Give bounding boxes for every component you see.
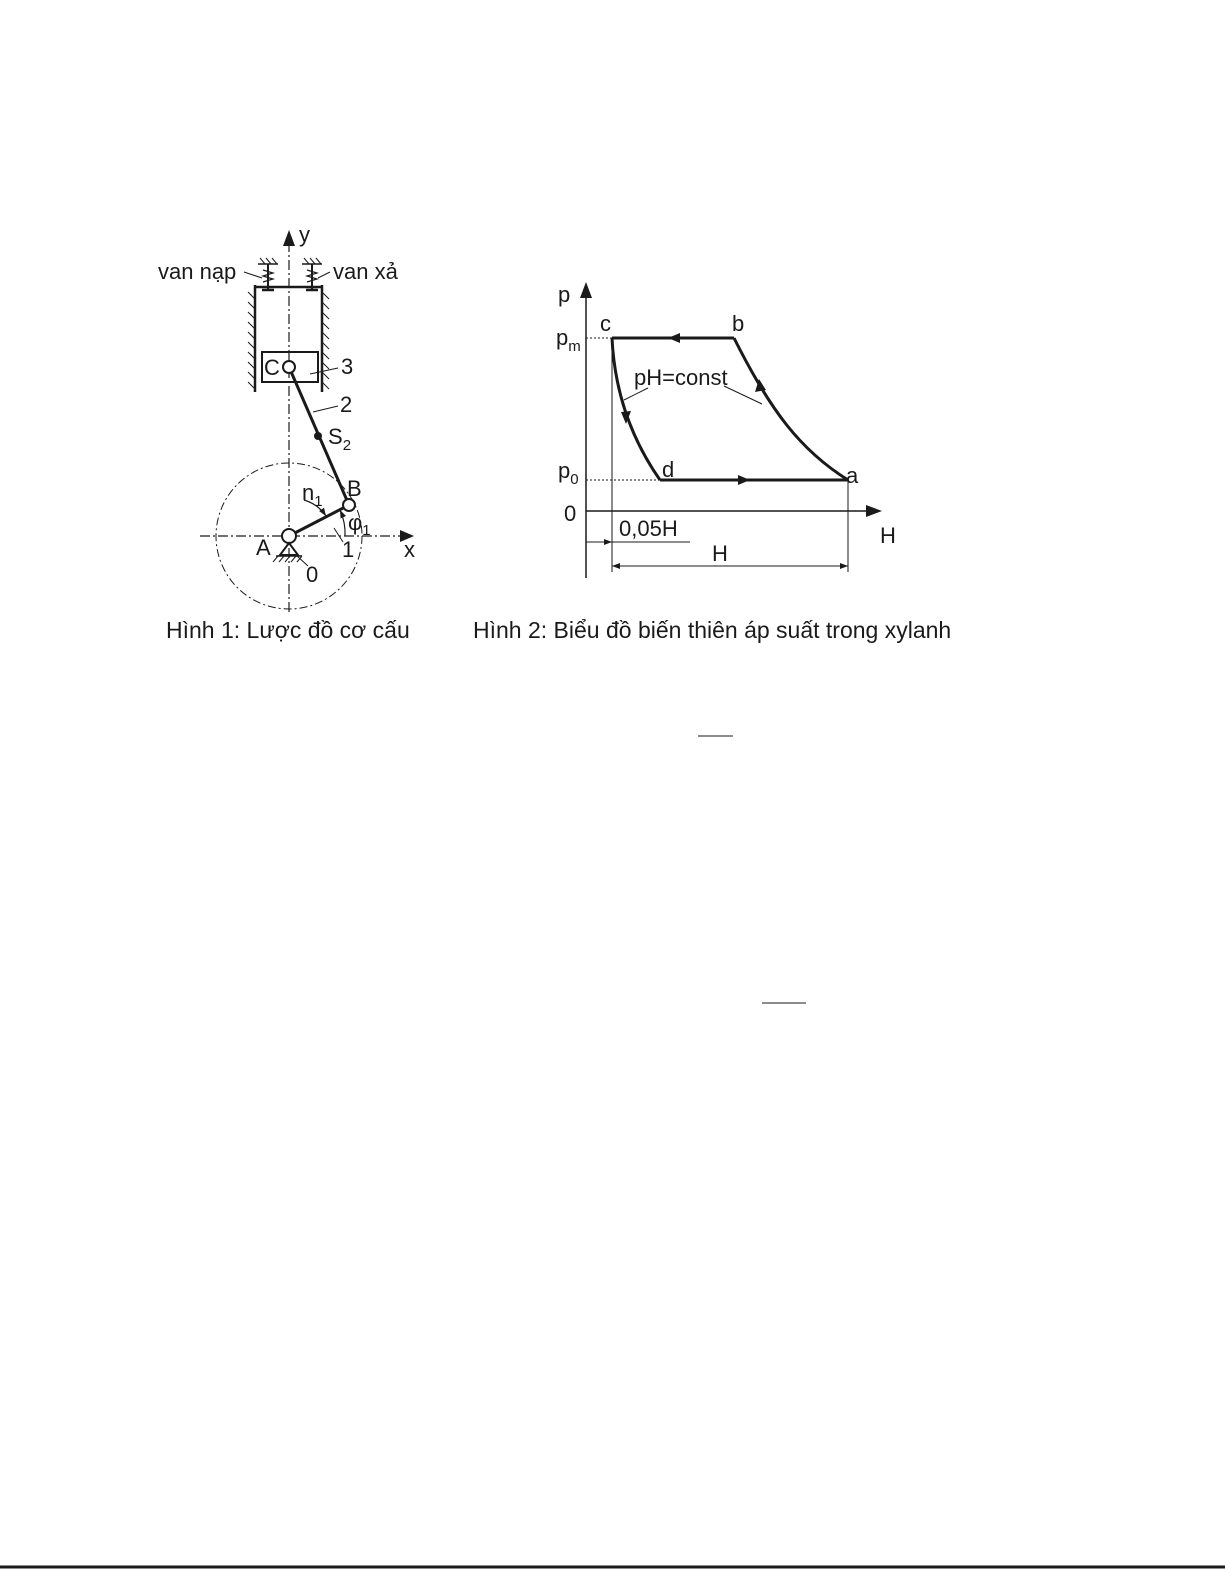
dim-H-label: H [712, 541, 728, 566]
label-C: C [264, 355, 280, 380]
label-2: 2 [340, 392, 353, 417]
figure-1-mechanism [158, 222, 415, 643]
point-c: c [600, 311, 611, 336]
y-axis-label: y [299, 222, 310, 247]
exhaust-valve [302, 258, 322, 290]
label-n1: $n_1$ [302, 480, 323, 510]
intake-valve-label: van nạp [158, 259, 237, 284]
H-axis-label: H [880, 523, 896, 548]
point-d: d [662, 457, 675, 482]
p-axis-label: p [558, 282, 571, 307]
curve-label: pH=const [634, 365, 728, 390]
label-0-ground: 0 [306, 562, 319, 587]
p0-label: $p_0$ [558, 458, 579, 488]
figure-2-caption: Hình 2: Biểu đồ biến thiên áp suất trong xylanh [473, 617, 952, 643]
exhaust-valve-label: van xả [333, 259, 398, 284]
dim-small-label: 0,05H [619, 516, 678, 541]
x-axis-label: x [404, 537, 415, 562]
label-B: B [347, 476, 362, 501]
intake-valve [258, 258, 278, 290]
figure-2-pressure-diagram [473, 282, 951, 643]
curve-cd [612, 338, 660, 480]
pm-label: $p_m$ [556, 325, 581, 355]
figure-1-caption: Hình 1: Lược đồ cơ cấu [166, 617, 410, 643]
point-b: b [732, 311, 745, 336]
center-of-mass-S2 [314, 432, 322, 440]
label-phi1: $\varphi_1$ [348, 510, 371, 539]
label-3: 3 [341, 354, 354, 379]
point-a: a [846, 463, 859, 488]
curve-ab [734, 338, 848, 480]
origin-label: 0 [564, 501, 577, 526]
label-S2: $S_2$ [328, 424, 352, 454]
label-1: 1 [342, 537, 355, 562]
label-A: A [256, 535, 271, 560]
